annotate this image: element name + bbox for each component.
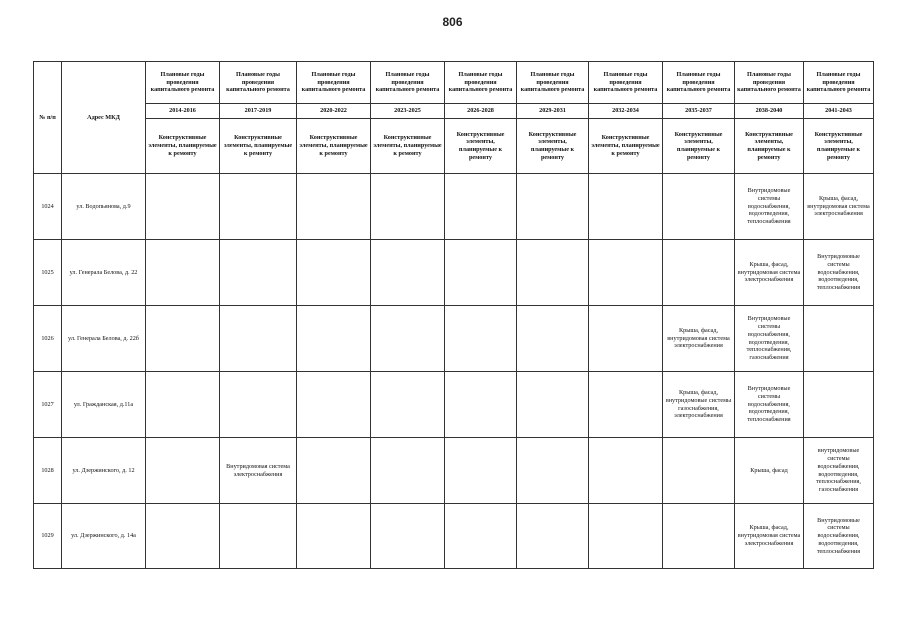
header-elements: Конструктивные элементы, планируемые к ремонту xyxy=(445,119,517,174)
row-address: ул. Дзержинского, д. 14а xyxy=(62,504,146,569)
row-cell xyxy=(371,504,445,569)
header-planned: Плановые годы проведения капитального ремонта xyxy=(220,62,297,104)
header-planned: Плановые годы проведения капитального ремонта xyxy=(663,62,735,104)
row-cell xyxy=(517,240,589,306)
header-elements: Конструктивные элементы, планируемые к ремонту xyxy=(735,119,804,174)
row-cell xyxy=(589,438,663,504)
row-cell xyxy=(663,504,735,569)
row-cell xyxy=(517,504,589,569)
row-cell xyxy=(371,438,445,504)
row-cell: внутридомовые системы водоснабжения, водоотведения, теплоснабжения, газоснабжения xyxy=(804,438,874,504)
header-planned: Плановые годы проведения капитального ремонта xyxy=(297,62,371,104)
row-cell xyxy=(297,438,371,504)
row-cell xyxy=(589,174,663,240)
row-cell: Внутридомовые системы водоснабжения, водоотведения, теплоснабжения, газоснабжения xyxy=(735,306,804,372)
header-elements: Конструктивные элементы, планируемые к ремонту xyxy=(804,119,874,174)
row-cell: Крыша, фасад, внутридомовая система электроснабжения xyxy=(663,306,735,372)
row-cell xyxy=(220,174,297,240)
header-years: 2041-2043 xyxy=(804,104,874,119)
row-cell: Крыша, фасад, внутридомовая система электроснабжения xyxy=(735,240,804,306)
table-row xyxy=(34,306,874,372)
row-address: ул. Водопьянова, д.9 xyxy=(62,174,146,240)
row-cell xyxy=(589,372,663,438)
row-cell: Крыша, фасад, внутридомовые системы газоснабжения, электроснабжения xyxy=(663,372,735,438)
table-row xyxy=(34,174,874,240)
row-cell: Крыша, фасад xyxy=(735,438,804,504)
row-cell xyxy=(220,306,297,372)
row-number: 1026 xyxy=(34,306,62,372)
header-elements: Конструктивные элементы, планируемые к ремонту xyxy=(371,119,445,174)
row-cell xyxy=(371,372,445,438)
header-years: 2029-2031 xyxy=(517,104,589,119)
header-years: 2023-2025 xyxy=(371,104,445,119)
row-cell xyxy=(517,174,589,240)
row-cell xyxy=(445,174,517,240)
row-cell xyxy=(297,306,371,372)
row-cell xyxy=(663,240,735,306)
row-cell xyxy=(297,174,371,240)
table-row xyxy=(34,372,874,438)
row-number: 1029 xyxy=(34,504,62,569)
header-planned: Плановые годы проведения капитального ремонта xyxy=(371,62,445,104)
header-row-years xyxy=(34,104,874,119)
row-address: ул. Генерала Белова, д. 22 xyxy=(62,240,146,306)
header-years: 2038-2040 xyxy=(735,104,804,119)
row-cell: Внутридомовые системы водоснабжения, водоотведения, теплоснабжения xyxy=(804,504,874,569)
row-cell: Внутридомовые системы водоснабжения, водоотведения, теплоснабжения xyxy=(735,372,804,438)
row-cell xyxy=(589,240,663,306)
row-cell: Внутридомовая система электроснабжения xyxy=(220,438,297,504)
row-cell xyxy=(663,174,735,240)
row-address: ул. Гражданская, д.11а xyxy=(62,372,146,438)
row-cell xyxy=(589,306,663,372)
row-cell xyxy=(804,306,874,372)
row-cell xyxy=(445,240,517,306)
row-cell xyxy=(517,306,589,372)
header-planned: Плановые годы проведения капитального ремонта xyxy=(589,62,663,104)
page-number: 806 xyxy=(442,15,463,29)
row-cell xyxy=(220,372,297,438)
capital-repair-table xyxy=(33,61,874,569)
row-address: ул. Дзержинского, д. 12 xyxy=(62,438,146,504)
row-cell xyxy=(517,372,589,438)
header-elements: Конструктивные элементы, планируемые к ремонту xyxy=(220,119,297,174)
row-cell xyxy=(146,306,220,372)
header-elements: Конструктивные элементы, планируемые к ремонту xyxy=(297,119,371,174)
row-address: ул. Генерала Белова, д. 22б xyxy=(62,306,146,372)
header-address: Адрес МКД xyxy=(62,62,146,174)
header-row-planned xyxy=(34,62,874,104)
row-cell xyxy=(371,306,445,372)
header-row-elements xyxy=(34,119,874,174)
row-cell xyxy=(663,438,735,504)
table-row xyxy=(34,240,874,306)
header-years: 2014-2016 xyxy=(146,104,220,119)
row-number: 1028 xyxy=(34,438,62,504)
header-planned: Плановые годы проведения капитального ремонта xyxy=(146,62,220,104)
row-cell xyxy=(589,504,663,569)
row-cell xyxy=(371,174,445,240)
header-num: № п/п xyxy=(34,62,62,174)
row-cell: Внутридомовые системы водоснабжения, водоотведения, теплоснабжения xyxy=(804,240,874,306)
row-cell xyxy=(445,306,517,372)
row-cell xyxy=(146,174,220,240)
header-years: 2020-2022 xyxy=(297,104,371,119)
table-row xyxy=(34,504,874,569)
row-cell xyxy=(445,504,517,569)
row-cell: Крыша, фасад, внутридомовая система электроснабжения xyxy=(804,174,874,240)
row-cell xyxy=(146,438,220,504)
row-cell xyxy=(517,438,589,504)
header-elements: Конструктивные элементы, планируемые к ремонту xyxy=(663,119,735,174)
header-elements: Конструктивные элементы, планируемые к ремонту xyxy=(589,119,663,174)
row-cell xyxy=(297,240,371,306)
row-cell xyxy=(445,438,517,504)
row-cell xyxy=(146,240,220,306)
row-cell xyxy=(804,372,874,438)
header-elements: Конструктивные элементы, планируемые к ремонту xyxy=(517,119,589,174)
row-cell xyxy=(146,504,220,569)
row-cell xyxy=(371,240,445,306)
row-cell xyxy=(146,372,220,438)
row-cell: Внутридомовые системы водоснабжения, водоотведения, теплоснабжения xyxy=(735,174,804,240)
table-row xyxy=(34,438,874,504)
row-cell xyxy=(445,372,517,438)
row-number: 1027 xyxy=(34,372,62,438)
row-number: 1024 xyxy=(34,174,62,240)
header-years: 2032-2034 xyxy=(589,104,663,119)
row-cell xyxy=(297,372,371,438)
header-planned: Плановые годы проведения капитального ремонта xyxy=(804,62,874,104)
row-cell xyxy=(297,504,371,569)
header-years: 2026-2028 xyxy=(445,104,517,119)
header-planned: Плановые годы проведения капитального ремонта xyxy=(517,62,589,104)
header-planned: Плановые годы проведения капитального ремонта xyxy=(445,62,517,104)
row-cell: Крыша, фасад, внутридомовая система электроснабжения xyxy=(735,504,804,569)
row-number: 1025 xyxy=(34,240,62,306)
header-years: 2017-2019 xyxy=(220,104,297,119)
header-planned: Плановые годы проведения капитального ремонта xyxy=(735,62,804,104)
header-years: 2035-2037 xyxy=(663,104,735,119)
row-cell xyxy=(220,504,297,569)
row-cell xyxy=(220,240,297,306)
header-elements: Конструктивные элементы, планируемые к ремонту xyxy=(146,119,220,174)
